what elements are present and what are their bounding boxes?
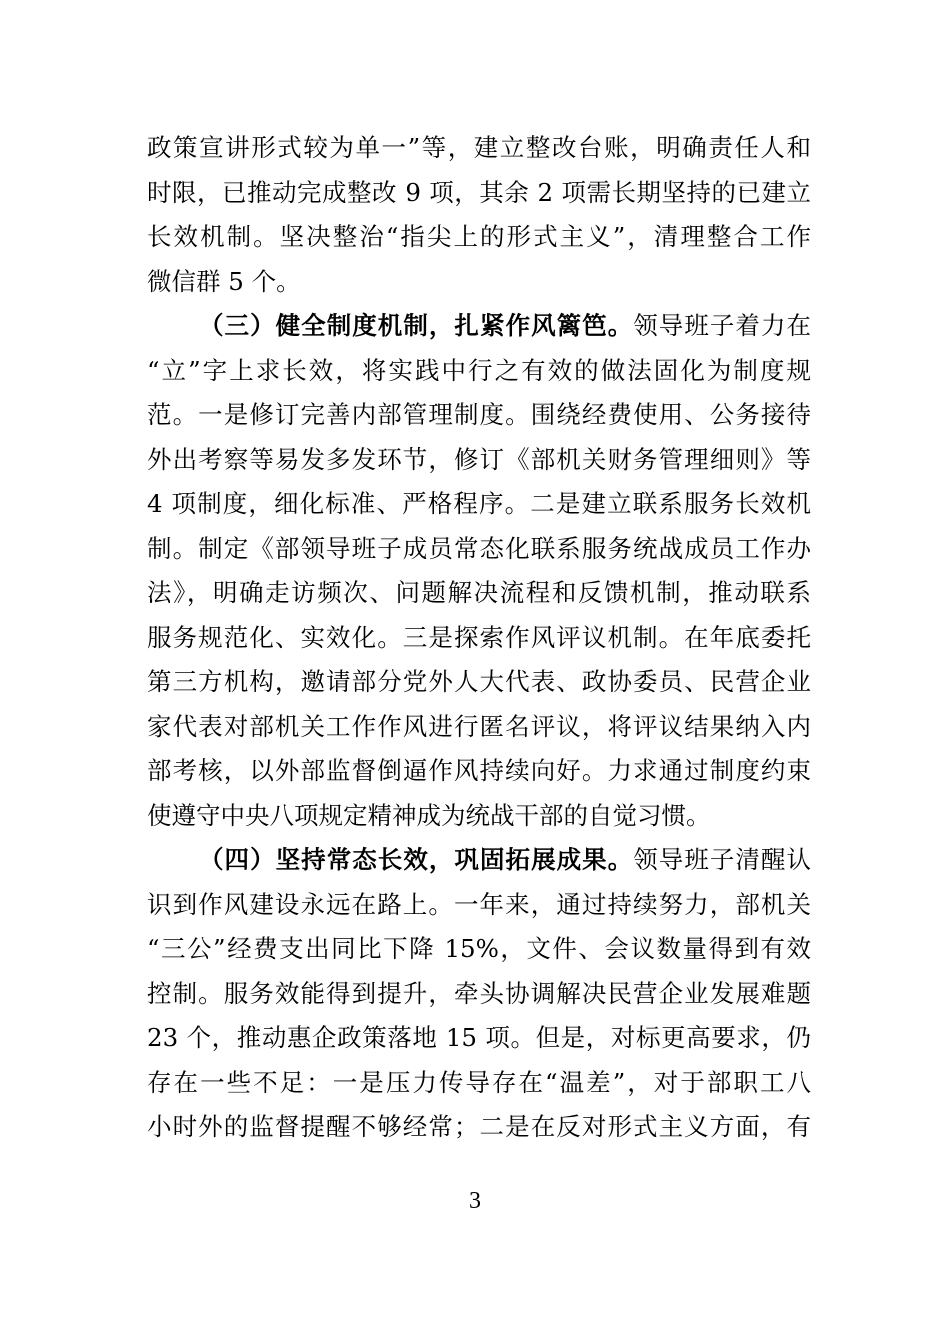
section-3-heading: （三）健全制度机制，扎紧作风篱笆。 xyxy=(199,311,634,340)
text-line: 法》，明确走访频次、问题解决流程和反馈机制，推动联系 xyxy=(147,578,811,607)
text-line: 时限，已推动完成整改 9 项，其余 2 项需长期坚持的已建立 xyxy=(147,177,811,207)
text-line: 小时外的监督提醒不够经常；二是在反对形式主义方面，有 xyxy=(147,1112,811,1141)
section-4-heading: （四）坚持常态长效，巩固拓展成果。 xyxy=(199,845,634,874)
text-line: 控制。服务效能得到提升，牵头协调解决民营企业发展难题 xyxy=(147,978,811,1008)
body-text xyxy=(147,126,811,1150)
section-4-text: 领导班子清醒认 xyxy=(633,845,811,874)
text-line: 家代表对部机关工作作风进行匿名评议，将评议结果纳入内 xyxy=(147,711,811,741)
text-line: 第三方机构，邀请部分党外人大代表、政协委员、民营企业 xyxy=(147,667,811,696)
text-line: 4 项制度，细化标准、严格程序。二是建立联系服务长效机 xyxy=(147,489,811,518)
section-4-first-line xyxy=(147,838,811,883)
page-number: 3 xyxy=(469,1188,481,1214)
text-line: 范。一是修订完善内部管理制度。围绕经费使用、公务接待 xyxy=(147,400,811,429)
text-line: “三公”经费支出同比下降 15%，文件、会议数量得到有效 xyxy=(147,934,811,963)
text-line: “立”字上求长效，将实践中行之有效的做法固化为制度规 xyxy=(147,355,811,385)
text-line: 部考核，以外部监督倒逼作风持续向好。力求通过制度约束 xyxy=(147,756,811,785)
text-line: 识到作风建设永远在路上。一年来，通过持续努力，部机关 xyxy=(147,889,811,919)
text-line: 23 个，推动惠企政策落地 15 项。但是，对标更高要求，仍 xyxy=(147,1023,811,1052)
text-line: 使遵守中央八项规定精神成为统战干部的自觉习惯。 xyxy=(147,800,711,830)
section-3-text: 领导班子着力在 xyxy=(633,311,811,340)
section-3-first-line xyxy=(147,304,811,349)
text-line: 政策宣讲形式较为单一”等，建立整改台账，明确责任人和 xyxy=(147,133,811,162)
text-line: 微信群 5 个。 xyxy=(147,266,301,296)
text-line: 长效机制。坚决整治“指尖上的形式主义”，清理整合工作 xyxy=(147,222,811,251)
text-line: 外出考察等易发多发环节，修订《部机关财务管理细则》等 xyxy=(147,444,811,474)
text-line: 制。制定《部领导班子成员常态化联系服务统战成员工作办 xyxy=(147,533,811,563)
text-line: 服务规范化、实效化。三是探索作风评议机制。在年底委托 xyxy=(147,622,811,652)
text-line: 存在一些不足：一是压力传导存在“温差”，对于部职工八 xyxy=(147,1067,811,1097)
